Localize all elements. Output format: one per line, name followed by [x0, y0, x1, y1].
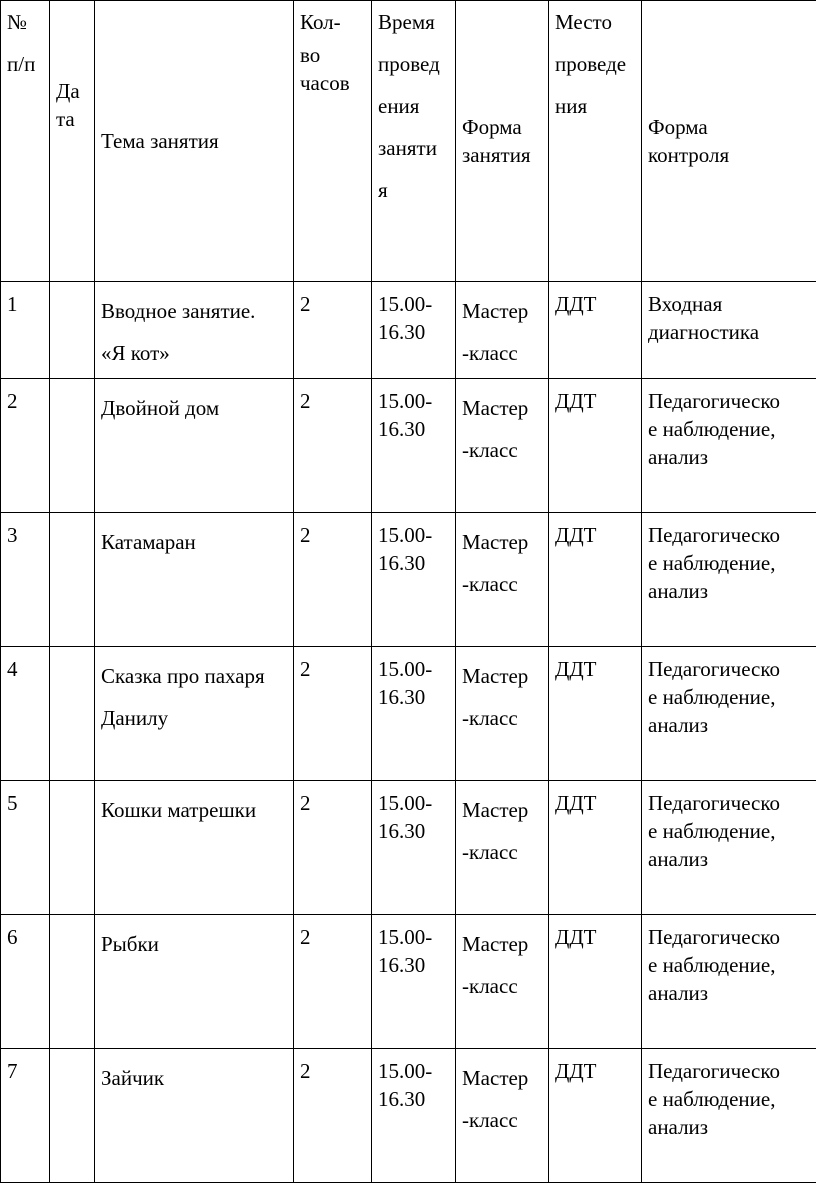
cell-form-line: Мастер [462, 1057, 542, 1099]
cell-time-line: 15.00- [378, 655, 449, 683]
cell-hours: 2 [294, 781, 372, 915]
header-num-line: п/п [7, 43, 43, 85]
cell-topic-line: Данилу [101, 697, 287, 739]
cell-form [456, 513, 549, 647]
header-date-line: та [56, 105, 88, 133]
cell-num: 3 [1, 513, 50, 647]
header-date [50, 1, 95, 282]
cell-form [456, 282, 549, 379]
schedule-table-body [1, 1, 816, 1183]
cell-control [642, 1049, 816, 1183]
header-place [549, 1, 642, 282]
cell-time-line: 16.30 [378, 415, 449, 443]
cell-hours: 2 [294, 915, 372, 1049]
cell-form-line: -класс [462, 429, 542, 471]
cell-form-line: -класс [462, 563, 542, 605]
header-time-line: Время [378, 1, 449, 43]
cell-time-line: 16.30 [378, 318, 449, 346]
table-row [1, 513, 816, 647]
header-form [456, 1, 549, 282]
header-time-line: заняти [378, 127, 449, 169]
cell-control-line: е наблюдение, [648, 683, 810, 711]
cell-topic-line: Сказка про пахаря [101, 655, 287, 697]
cell-control [642, 647, 816, 781]
table-row [1, 781, 816, 915]
table-row [1, 282, 816, 379]
cell-time-line: 15.00- [378, 1057, 449, 1085]
cell-control [642, 781, 816, 915]
cell-topic [95, 379, 294, 513]
cell-hours: 2 [294, 379, 372, 513]
header-control-line: Форма [648, 113, 810, 141]
cell-form [456, 647, 549, 781]
cell-topic-line: Двойной дом [101, 387, 287, 429]
header-control [642, 1, 816, 282]
cell-topic-line: Зайчик [101, 1057, 287, 1099]
cell-time [372, 647, 456, 781]
table-row [1, 915, 816, 1049]
cell-control-line: е наблюдение, [648, 817, 810, 845]
header-place-line: Место [555, 1, 635, 43]
cell-topic [95, 781, 294, 915]
cell-time [372, 513, 456, 647]
cell-topic-line: Рыбки [101, 923, 287, 965]
cell-control-line: Педагогическо [648, 789, 810, 817]
cell-form [456, 915, 549, 1049]
cell-form-line: -класс [462, 965, 542, 1007]
header-time [372, 1, 456, 282]
cell-control [642, 915, 816, 1049]
cell-hours: 2 [294, 513, 372, 647]
table-row [1, 379, 816, 513]
header-topic-text: Тема занятия [101, 129, 219, 153]
cell-form-line: Мастер [462, 923, 542, 965]
cell-topic [95, 647, 294, 781]
cell-control-line: анализ [648, 979, 810, 1007]
header-num-line: № [7, 1, 43, 43]
cell-control-line: Педагогическо [648, 521, 810, 549]
cell-hours: 2 [294, 1049, 372, 1183]
cell-time [372, 915, 456, 1049]
cell-date [50, 647, 95, 781]
cell-form-line: Мастер [462, 387, 542, 429]
cell-control-line: е наблюдение, [648, 1085, 810, 1113]
cell-time-line: 15.00- [378, 290, 449, 318]
cell-control-line: анализ [648, 1113, 810, 1141]
cell-control-line: е наблюдение, [648, 951, 810, 979]
cell-hours: 2 [294, 282, 372, 379]
cell-num: 5 [1, 781, 50, 915]
cell-place: ДДТ [549, 647, 642, 781]
cell-time-line: 15.00- [378, 789, 449, 817]
cell-control-line: Педагогическо [648, 655, 810, 683]
header-row [1, 1, 816, 282]
header-form-line: Форма [462, 113, 542, 141]
cell-control-line: анализ [648, 845, 810, 873]
header-time-line: я [378, 169, 449, 211]
cell-form-line: Мастер [462, 789, 542, 831]
cell-num: 2 [1, 379, 50, 513]
cell-topic [95, 1049, 294, 1183]
cell-control-line: е наблюдение, [648, 549, 810, 577]
cell-form [456, 781, 549, 915]
cell-control [642, 379, 816, 513]
header-form-line: занятия [462, 141, 542, 169]
cell-topic [95, 915, 294, 1049]
header-hours-line: Кол- [300, 3, 365, 41]
cell-control-line: Входная [648, 290, 810, 318]
cell-date [50, 781, 95, 915]
cell-control-line: е наблюдение, [648, 415, 810, 443]
cell-control-line: Педагогическо [648, 1057, 810, 1085]
cell-time-line: 16.30 [378, 817, 449, 845]
header-num [1, 1, 50, 282]
cell-form-line: -класс [462, 332, 542, 374]
cell-place: ДДТ [549, 781, 642, 915]
cell-form-line: Мастер [462, 290, 542, 332]
cell-place: ДДТ [549, 379, 642, 513]
cell-place: ДДТ [549, 282, 642, 379]
cell-time-line: 15.00- [378, 923, 449, 951]
cell-topic-line: «Я кот» [101, 332, 287, 374]
cell-control-line: Педагогическо [648, 387, 810, 415]
cell-num: 4 [1, 647, 50, 781]
header-place-line: проведе [555, 43, 635, 85]
cell-form-line: Мастер [462, 521, 542, 563]
cell-time [372, 781, 456, 915]
header-hours [294, 1, 372, 282]
cell-control-line: анализ [648, 443, 810, 471]
cell-topic-line: Вводное занятие. [101, 290, 287, 332]
table-row [1, 1049, 816, 1183]
cell-hours: 2 [294, 647, 372, 781]
cell-date [50, 1049, 95, 1183]
cell-control-line: анализ [648, 711, 810, 739]
cell-time-line: 16.30 [378, 683, 449, 711]
cell-form [456, 379, 549, 513]
cell-topic-line: Кошки матрешки [101, 789, 287, 831]
cell-time [372, 379, 456, 513]
cell-place: ДДТ [549, 513, 642, 647]
cell-num: 1 [1, 282, 50, 379]
cell-date [50, 513, 95, 647]
cell-time-line: 16.30 [378, 1085, 449, 1113]
cell-topic [95, 282, 294, 379]
header-hours-line: во [300, 41, 365, 69]
cell-form-line: Мастер [462, 655, 542, 697]
cell-time [372, 282, 456, 379]
header-topic [95, 1, 294, 282]
header-hours-line: часов [300, 69, 365, 97]
header-date-line: Да [56, 77, 88, 105]
cell-topic-line: Катамаран [101, 521, 287, 563]
header-time-line: провед [378, 43, 449, 85]
cell-date [50, 282, 95, 379]
cell-topic [95, 513, 294, 647]
cell-form-line: -класс [462, 697, 542, 739]
cell-time-line: 16.30 [378, 549, 449, 577]
cell-control-line: анализ [648, 577, 810, 605]
header-place-line: ния [555, 85, 635, 127]
cell-control [642, 513, 816, 647]
cell-form-line: -класс [462, 1099, 542, 1141]
cell-time-line: 16.30 [378, 951, 449, 979]
cell-place: ДДТ [549, 1049, 642, 1183]
table-row [1, 647, 816, 781]
cell-form [456, 1049, 549, 1183]
cell-place: ДДТ [549, 915, 642, 1049]
cell-time-line: 15.00- [378, 521, 449, 549]
cell-time-line: 15.00- [378, 387, 449, 415]
cell-time [372, 1049, 456, 1183]
cell-num: 7 [1, 1049, 50, 1183]
cell-date [50, 379, 95, 513]
cell-control [642, 282, 816, 379]
cell-control-line: диагностика [648, 318, 810, 346]
cell-date [50, 915, 95, 1049]
cell-control-line: Педагогическо [648, 923, 810, 951]
header-control-line: контроля [648, 141, 810, 169]
cell-num: 6 [1, 915, 50, 1049]
header-time-line: ения [378, 85, 449, 127]
cell-form-line: -класс [462, 831, 542, 873]
